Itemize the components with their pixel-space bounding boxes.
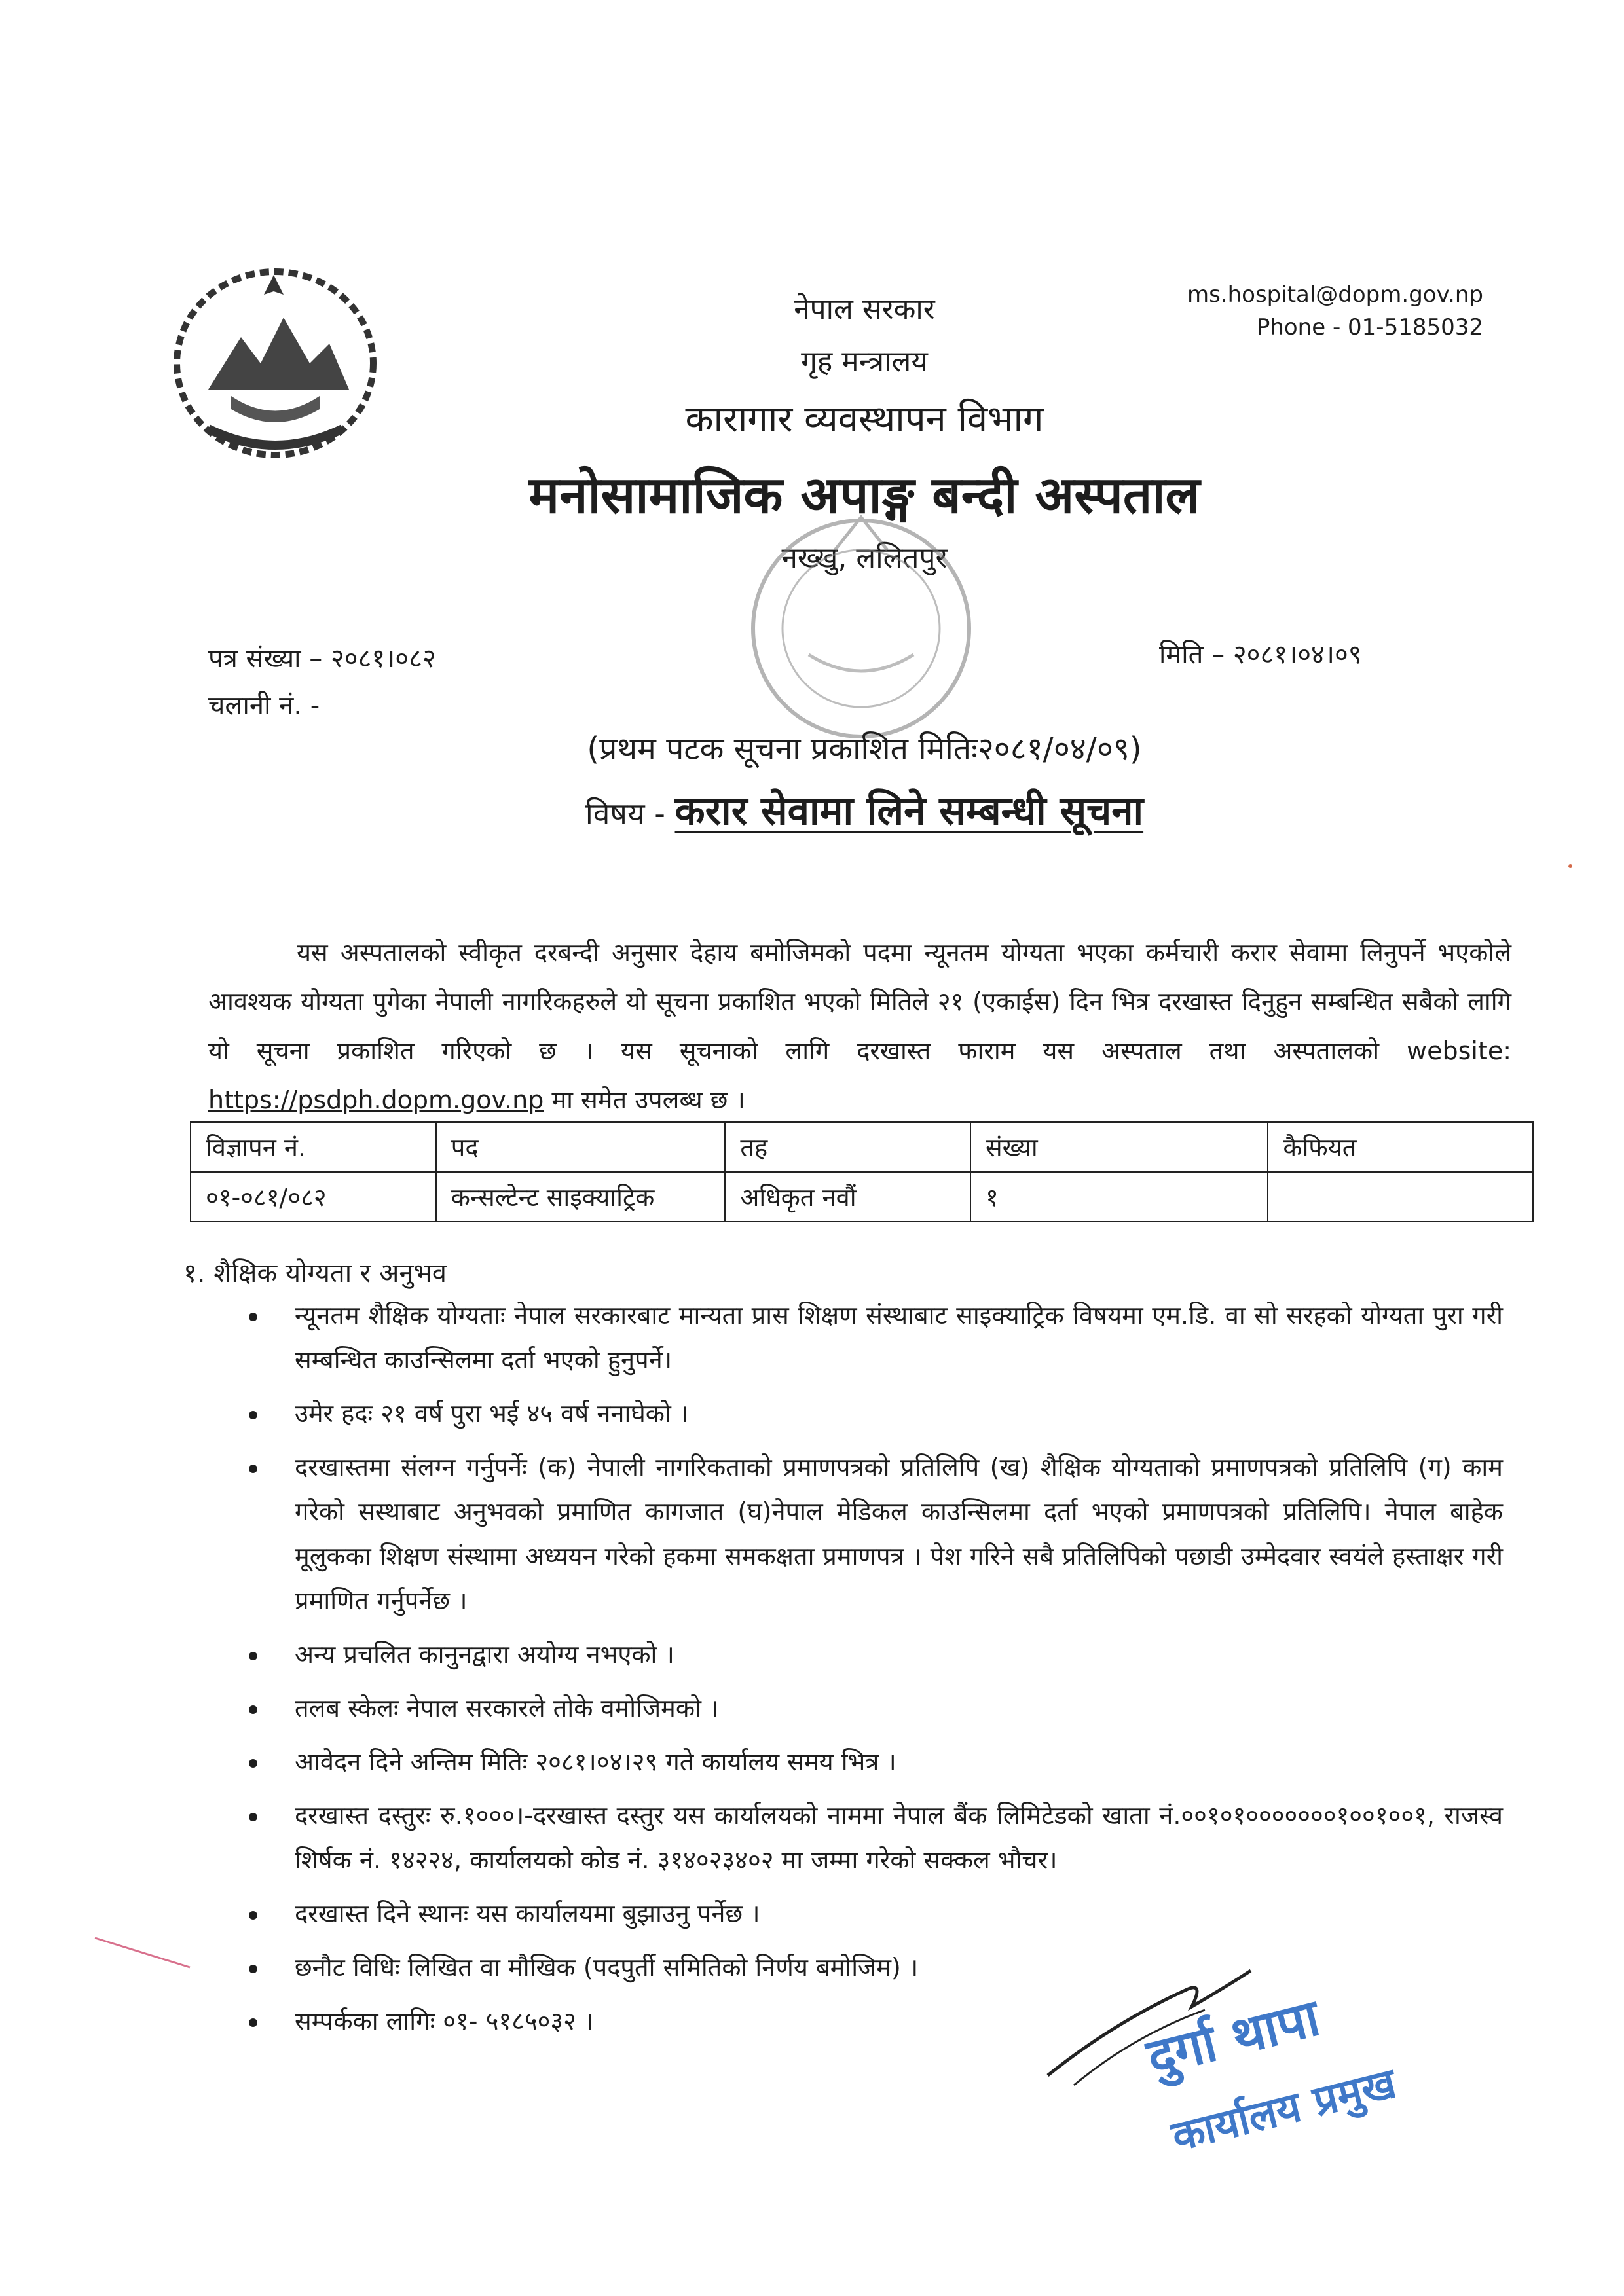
bullet-icon [249, 1652, 257, 1660]
table-header-cell: पद [436, 1122, 726, 1172]
bullet-icon [249, 1705, 257, 1714]
contact-block [1090, 278, 1483, 344]
subject-text: करार सेवामा लिने सम्बन्धी सूचना [674, 788, 1144, 834]
dispatch-number: चलानी नं. - [208, 691, 320, 721]
nepal-emblem-logo [169, 265, 382, 462]
office-seal-stamp [710, 504, 1012, 753]
bullet-icon [249, 2018, 257, 2027]
institution-name: मनोसामाजिक अपाङ्ग बन्दी अस्पताल [528, 466, 1200, 525]
intro-text-2: मा समेत उपलब्ध छ । [551, 1085, 745, 1114]
list-item-text: तलब स्केलः नेपाल सरकारले तोके वमोजिमको । [295, 1694, 719, 1722]
stray-mark [1568, 864, 1572, 868]
website-link[interactable]: https://psdph.dopm.gov.np [208, 1085, 544, 1114]
department-name: कारागार व्यवस्थापन विभाग [685, 398, 1044, 441]
table-row [191, 1172, 1533, 1222]
signatory-name: दुर्गा थापा [1141, 1988, 1325, 2088]
bullet-icon [249, 1465, 257, 1473]
bullet-icon [249, 1313, 257, 1321]
government-name: नेपाल सरकार [794, 293, 935, 326]
email-address: ms.hospital@dopm.gov.np [1187, 282, 1483, 308]
reference-left [208, 635, 436, 729]
first-published-note: (प्रथम पटक सूचना प्रकाशित मितिः२०८१/०४/०९) [587, 731, 1142, 767]
table-header-row [191, 1122, 1533, 1172]
list-item [249, 1445, 1503, 1623]
table-header-cell: संख्या [970, 1122, 1268, 1172]
phone-number: Phone - 01-5185032 [1256, 314, 1483, 340]
table-cell: ०१-०८१/०८२ [191, 1172, 436, 1222]
list-item-text: अन्य प्रचलित कानुनद्वारा अयोग्य नभएको । [295, 1640, 674, 1669]
list-item [249, 1891, 1503, 1936]
list-item [249, 1793, 1503, 1882]
table-cell [1268, 1172, 1533, 1222]
table-cell: १ [970, 1172, 1268, 1222]
signatory-title: कार्यालय प्रमुख [1167, 2059, 1401, 2162]
intro-text-1: यस अस्पतालको स्वीकृत दरबन्दी अनुसार देहाय बमोजिमको पदमा न्यूनतम योग्यता भएका कर्मचारी करार सेवामा लिनुपर्ने भएकोले आवश्यक योग्यता पुगेका नेपाली नागरिकहरुले यो सूचना प्रकाशित भएको मितिले २१ (एकाईस) दिन भित्र दरखास्त दिनुहुन सम्बन्धित सबैको लागि यो सूचना प्रकाशित गरिएको छ । यस सूचनाको लागि दरखास्त फाराम यस अस्पताल तथा अस्पतालको website: [208, 938, 1511, 1065]
list-item-text: दरखास्तमा संलग्न गर्नुपर्नेः (क) नेपाली नागरिकताको प्रमाणपत्रको प्रतिलिपि (ख) शैक्षिक योग्यताको प्रमाणपत्रको प्रतिलिपि (ग) काम गरेको सस्थाबाट अनुभवको प्रमाणित कागजात (घ)नेपाल मेडिकल काउन्सिलमा दर्ता भएको प्रमाणपत्रको प्रतिलिपि। नेपाल बाहेक मूलुकका शिक्षण संस्थामा अध्ययन गरेको हकमा समकक्षता प्रमाणपत्र । पेश गरिने सबै प्रतिलिपिको पछाडी उम्मेदवार स्वयंले हस्ताक्षर गरी प्रमाणित गर्नुपर्नेछ । [295, 1453, 1503, 1615]
list-item-text: उमेर हदः २१ वर्ष पुरा भई ४५ वर्ष ननाघेको । [295, 1399, 689, 1428]
letter-number: पत्र संख्या – २०८१।०८२ [208, 644, 436, 674]
list-item [249, 1293, 1503, 1382]
intro-paragraph [208, 928, 1511, 1125]
list-item [249, 1686, 1503, 1730]
letter-date: मिति – २०८१।०४।०९ [1159, 640, 1362, 670]
table-cell: अधिकृत नवौं [725, 1172, 970, 1222]
list-item-text: सम्पर्कका लागिः ०१- ५१८५०३२ । [295, 2007, 594, 2035]
table-header-cell: तह [725, 1122, 970, 1172]
bullet-icon [249, 1813, 257, 1821]
list-item [249, 1740, 1503, 1784]
ministry-name: गृह मन्त्रालय [801, 345, 928, 378]
list-item-text: छनौट विधिः लिखित वा मौखिक (पदपुर्ती समितिको निर्णय बमोजिम) । [295, 1953, 919, 1982]
subject-label: विषय - [585, 796, 665, 831]
table-header-cell: कैफियत [1268, 1122, 1533, 1172]
bullet-icon [249, 1911, 257, 1920]
list-item-text: दरखास्त दिने स्थानः यस कार्यालयमा बुझाउनु पर्नेछ । [295, 1899, 760, 1928]
list-item-text: न्यूनतम शैक्षिक योग्यताः नेपाल सरकारबाट मान्यता प्रास शिक्षण संस्थाबाट साइक्याट्रिक विषयमा एम.डि. वा सो सरहको योग्यता पुरा गरी सम्बन्धित काउन्सिलमा दर्ता भएको हुनुपर्ने। [295, 1301, 1503, 1374]
section-heading: १. शैक्षिक योग्यता र अनुभव [183, 1258, 447, 1288]
subject-line [393, 782, 1336, 836]
vacancy-table [190, 1121, 1534, 1222]
list-item [249, 1945, 1503, 1990]
institution-location: नख्खु, ललितपुर [781, 541, 948, 575]
bullet-icon [249, 1759, 257, 1768]
list-item [249, 1391, 1503, 1436]
list-item [249, 1632, 1503, 1677]
stray-pen-mark [92, 1931, 196, 1977]
bullet-icon [249, 1411, 257, 1419]
bullet-icon [249, 1965, 257, 1973]
table-cell: कन्सल्टेन्ट साइक्याट्रिक [436, 1172, 726, 1222]
list-item-text: दरखास्त दस्तुरः रु.१०००।-दरखास्त दस्तुर यस कार्यालयको नाममा नेपाल बैंक लिमिटेडको खाता नं.००१०१०००००००१००१००१, राजस्व शिर्षक नं. १४२२४, कार्यालयको कोड नं. ३१४०२३४०२ मा जम्मा गरेको सक्कल भौचर। [295, 1801, 1503, 1874]
table-header-cell: विज्ञापन नं. [191, 1122, 436, 1172]
requirements-list [249, 1293, 1503, 2052]
list-item-text: आवेदन दिने अन्तिम मितिः २०८१।०४।२९ गते कार्यालय समय भित्र । [295, 1747, 896, 1776]
